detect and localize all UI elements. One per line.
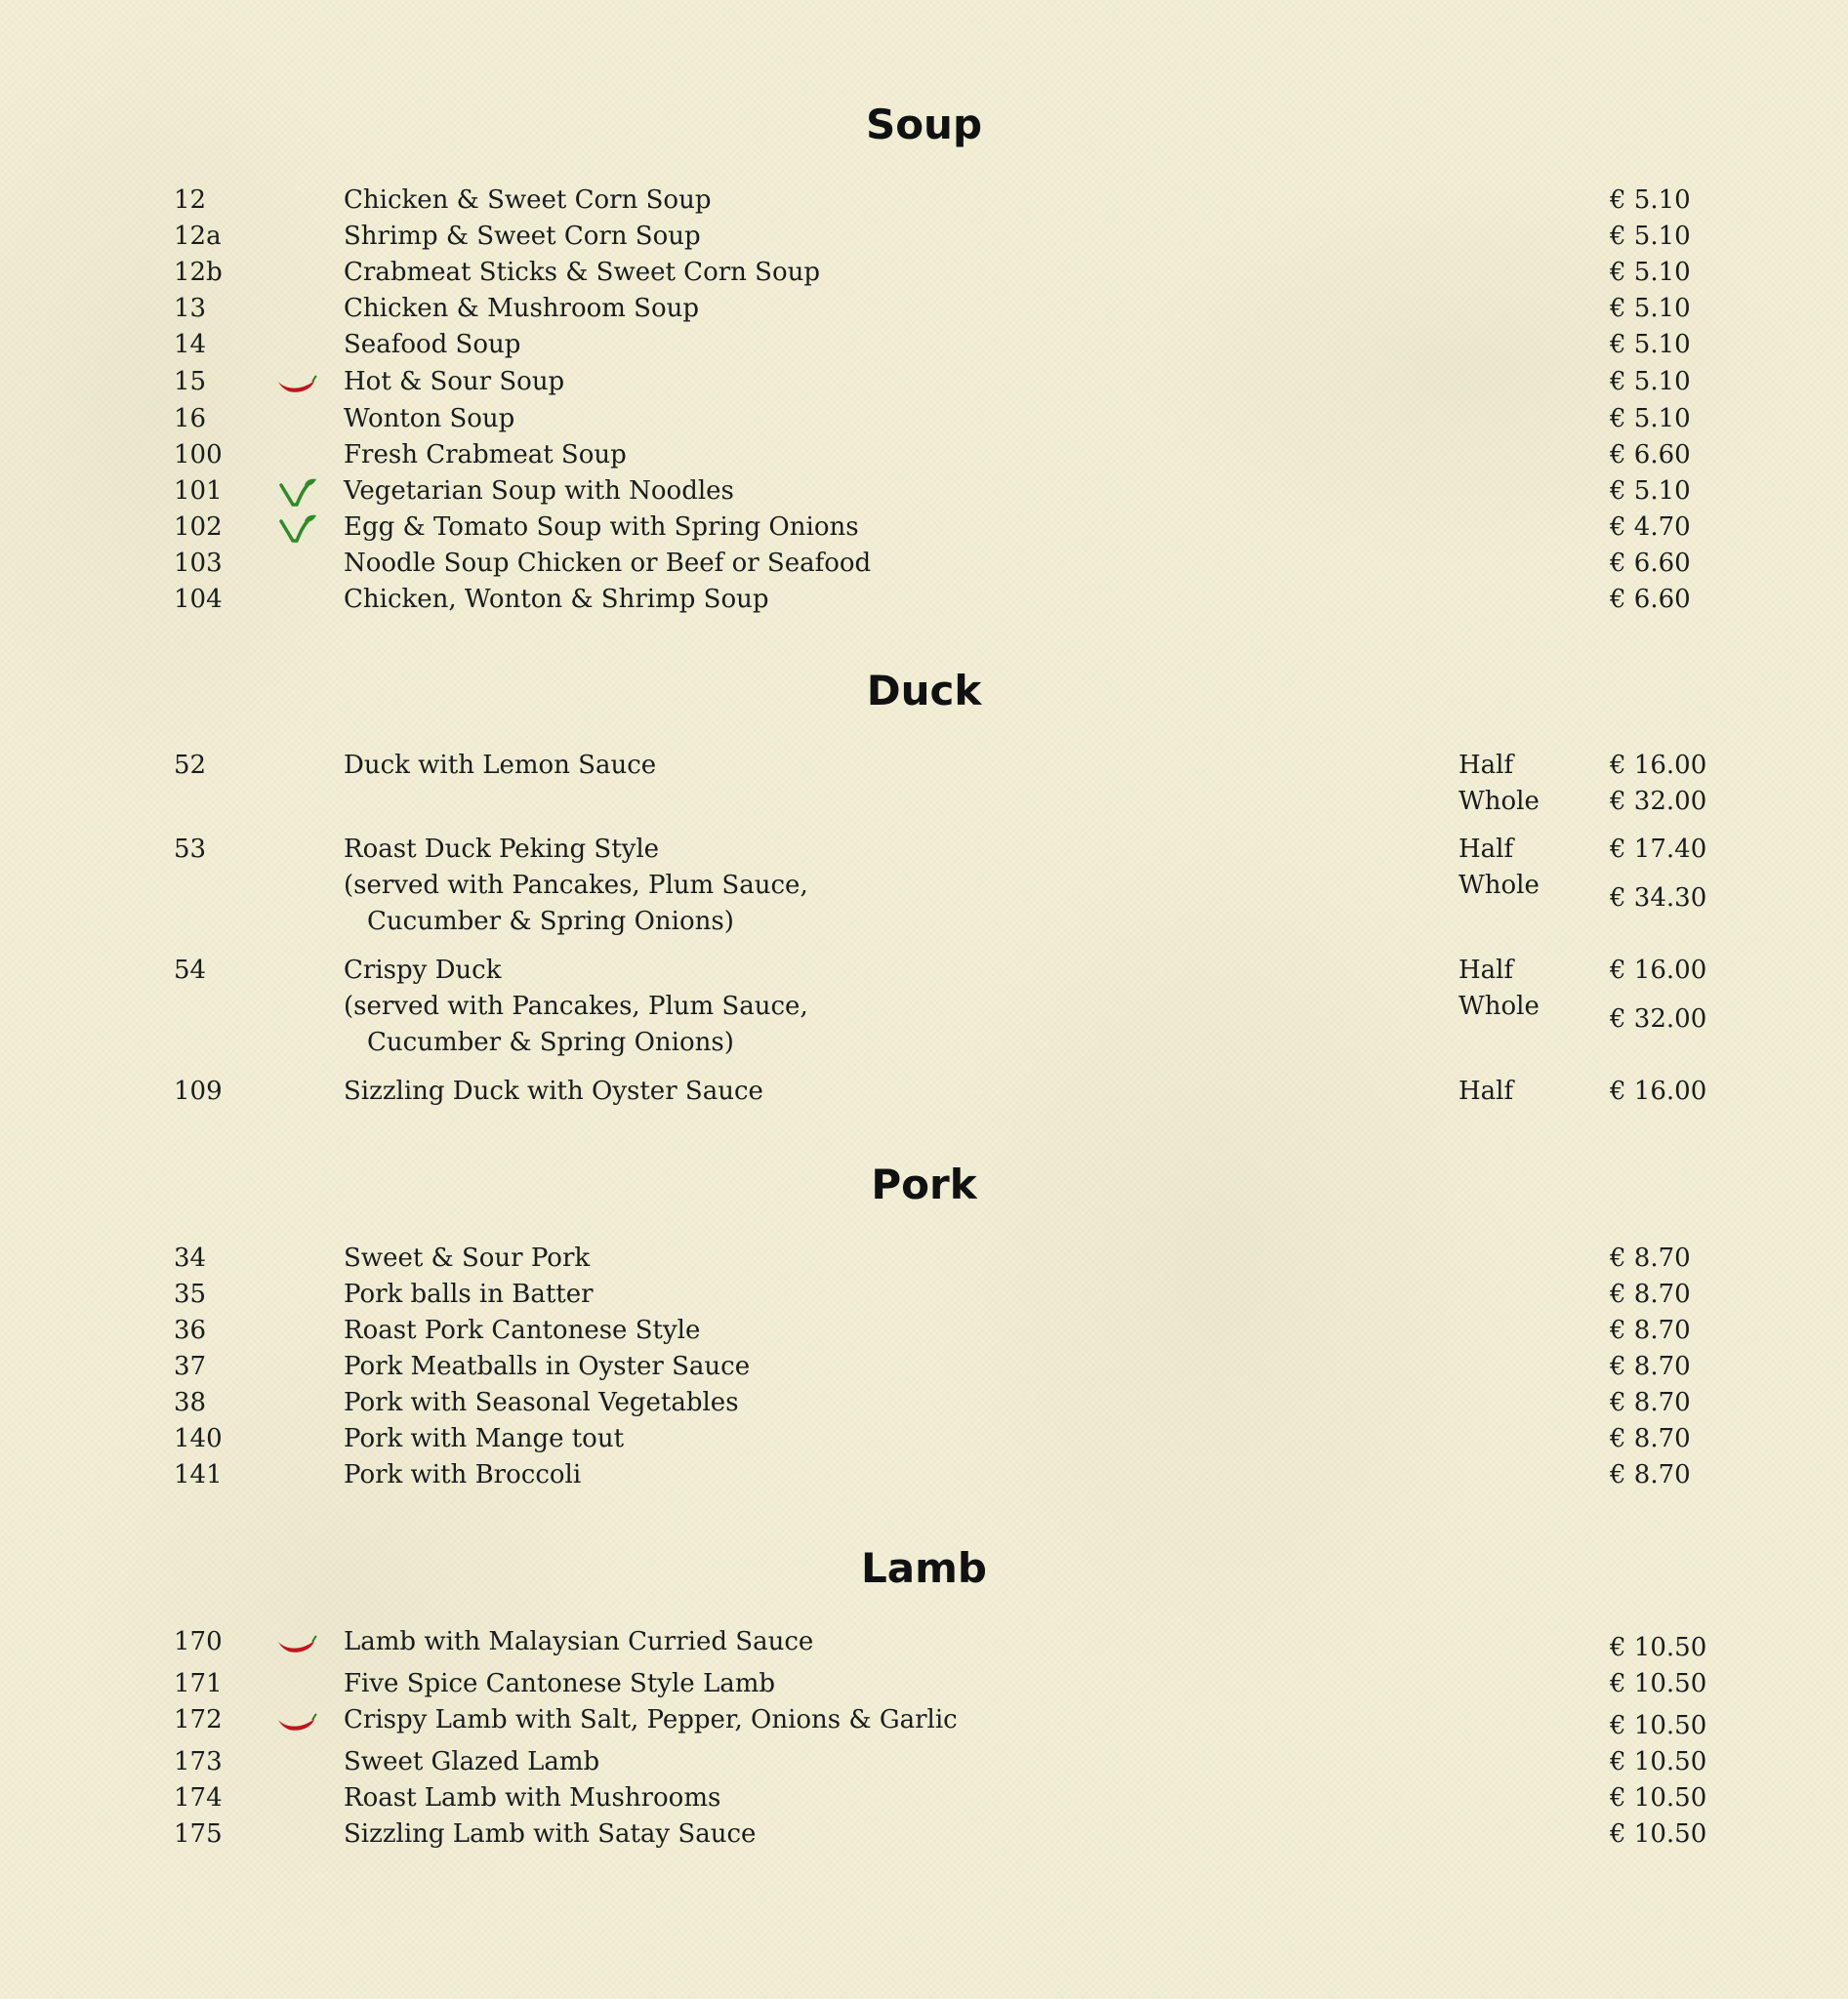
item-price: € 16.00 [1610, 956, 1707, 985]
item-details: Cucumber & Spring Onions) [367, 907, 734, 936]
portion-label: Half [1458, 835, 1514, 864]
item-price: € 4.70 [1610, 512, 1691, 542]
portion-label: Whole [1458, 992, 1540, 1021]
item-name: Egg & Tomato Soup with Spring Onions [344, 512, 859, 542]
item-name: Sweet Glazed Lamb [344, 1747, 600, 1776]
item-price: € 5.10 [1610, 294, 1691, 323]
item-name: Chicken & Mushroom Soup [344, 294, 700, 323]
item-price: € 8.70 [1610, 1316, 1691, 1345]
item-name: Noodle Soup Chicken or Beef or Seafood [344, 549, 872, 578]
item-name: Pork Meatballs in Oyster Sauce [344, 1352, 751, 1381]
item-price: € 5.10 [1610, 367, 1691, 396]
item-number: 36 [174, 1316, 207, 1345]
item-number: 53 [174, 835, 207, 864]
item-price: € 8.70 [1610, 1352, 1691, 1381]
item-price: € 6.60 [1610, 440, 1691, 469]
item-name: Pork balls in Batter [344, 1280, 594, 1309]
item-details: Cucumber & Spring Onions) [367, 1028, 734, 1057]
item-price: € 10.50 [1610, 1747, 1707, 1776]
item-price: € 5.10 [1610, 258, 1691, 287]
item-number: 34 [174, 1244, 207, 1273]
portion-label: Half [1458, 956, 1514, 985]
item-name: Vegetarian Soup with Noodles [344, 476, 734, 506]
item-number: 54 [174, 956, 207, 985]
chili-pepper-icon [275, 1706, 318, 1735]
item-price: € 34.30 [1610, 883, 1707, 913]
item-price: € 32.00 [1610, 787, 1707, 816]
item-name: Roast Duck Peking Style [344, 835, 660, 864]
item-price: € 8.70 [1610, 1280, 1691, 1309]
item-name: Lamb with Malaysian Curried Sauce [344, 1627, 814, 1656]
item-number: 100 [174, 440, 223, 469]
item-name: Roast Pork Cantonese Style [344, 1316, 701, 1345]
item-number: 35 [174, 1280, 207, 1309]
item-number: 101 [174, 476, 223, 506]
item-number: 172 [174, 1705, 223, 1734]
section-title-soup: Soup [865, 101, 983, 148]
item-number: 12a [174, 222, 222, 251]
item-name: Sizzling Lamb with Satay Sauce [344, 1819, 757, 1849]
item-details: (served with Pancakes, Plum Sauce, [344, 871, 808, 900]
item-number: 140 [174, 1424, 223, 1453]
item-number: 52 [174, 751, 207, 780]
item-name: Fresh Crabmeat Soup [344, 440, 627, 469]
item-price: € 8.70 [1610, 1460, 1691, 1489]
item-name: Sizzling Duck with Oyster Sauce [344, 1077, 763, 1106]
section-title-duck: Duck [866, 667, 982, 714]
portion-label: Half [1458, 751, 1514, 780]
item-price: € 17.40 [1610, 835, 1707, 864]
portion-label: Whole [1458, 871, 1540, 900]
item-number: 38 [174, 1388, 207, 1417]
item-name: Pork with Mange tout [344, 1424, 625, 1453]
item-price: € 5.10 [1610, 404, 1691, 433]
item-price: € 10.50 [1610, 1783, 1707, 1813]
item-price: € 10.50 [1610, 1819, 1707, 1849]
item-name: Crabmeat Sticks & Sweet Corn Soup [344, 258, 821, 287]
item-name: Roast Lamb with Mushrooms [344, 1783, 721, 1813]
item-name: Shrimp & Sweet Corn Soup [344, 222, 701, 251]
item-name: Hot & Sour Soup [344, 367, 565, 396]
item-number: 15 [174, 367, 207, 396]
item-name: Seafood Soup [344, 330, 521, 359]
item-price: € 6.60 [1610, 585, 1691, 614]
item-number: 175 [174, 1819, 223, 1849]
item-number: 109 [174, 1077, 223, 1106]
item-price: € 5.10 [1610, 330, 1691, 359]
item-price: € 5.10 [1610, 476, 1691, 506]
item-number: 37 [174, 1352, 207, 1381]
item-number: 13 [174, 294, 207, 323]
item-name: Pork with Seasonal Vegetables [344, 1388, 739, 1417]
item-price: € 8.70 [1610, 1388, 1691, 1417]
item-number: 171 [174, 1669, 223, 1698]
item-name: Sweet & Sour Pork [344, 1244, 591, 1273]
vegetarian-leaf-icon [275, 513, 318, 543]
item-name: Crispy Duck [344, 956, 502, 985]
item-number: 141 [174, 1460, 223, 1489]
item-number: 174 [174, 1783, 223, 1813]
item-price: € 16.00 [1610, 1077, 1707, 1106]
item-price: € 16.00 [1610, 751, 1707, 780]
chili-pepper-icon [275, 1628, 318, 1657]
chili-pepper-icon [275, 368, 318, 397]
portion-label: Half [1458, 1077, 1514, 1106]
item-name: Wonton Soup [344, 404, 515, 433]
item-number: 170 [174, 1627, 223, 1656]
item-details: (served with Pancakes, Plum Sauce, [344, 992, 808, 1021]
item-number: 102 [174, 512, 223, 542]
item-name: Chicken, Wonton & Shrimp Soup [344, 585, 769, 614]
item-price: € 10.50 [1610, 1669, 1707, 1698]
item-price: € 32.00 [1610, 1004, 1707, 1034]
item-name: Five Spice Cantonese Style Lamb [344, 1669, 776, 1698]
item-price: € 8.70 [1610, 1244, 1691, 1273]
item-number: 12 [174, 185, 207, 215]
item-name: Chicken & Sweet Corn Soup [344, 185, 712, 215]
portion-label: Whole [1458, 787, 1540, 816]
item-name: Crispy Lamb with Salt, Pepper, Onions & Garlic [344, 1705, 958, 1734]
item-price: € 10.50 [1610, 1633, 1707, 1662]
vegetarian-leaf-icon [275, 477, 318, 507]
item-number: 14 [174, 330, 207, 359]
item-price: € 8.70 [1610, 1424, 1691, 1453]
item-number: 173 [174, 1747, 223, 1776]
item-name: Duck with Lemon Sauce [344, 751, 657, 780]
item-name: Pork with Broccoli [344, 1460, 582, 1489]
item-number: 16 [174, 404, 207, 433]
section-title-lamb: Lamb [861, 1544, 987, 1592]
item-number: 103 [174, 549, 223, 578]
section-title-pork: Pork [871, 1161, 977, 1208]
item-price: € 10.50 [1610, 1711, 1707, 1740]
item-number: 12b [174, 258, 223, 287]
item-number: 104 [174, 585, 223, 614]
item-price: € 5.10 [1610, 185, 1691, 215]
item-price: € 6.60 [1610, 549, 1691, 578]
item-price: € 5.10 [1610, 222, 1691, 251]
